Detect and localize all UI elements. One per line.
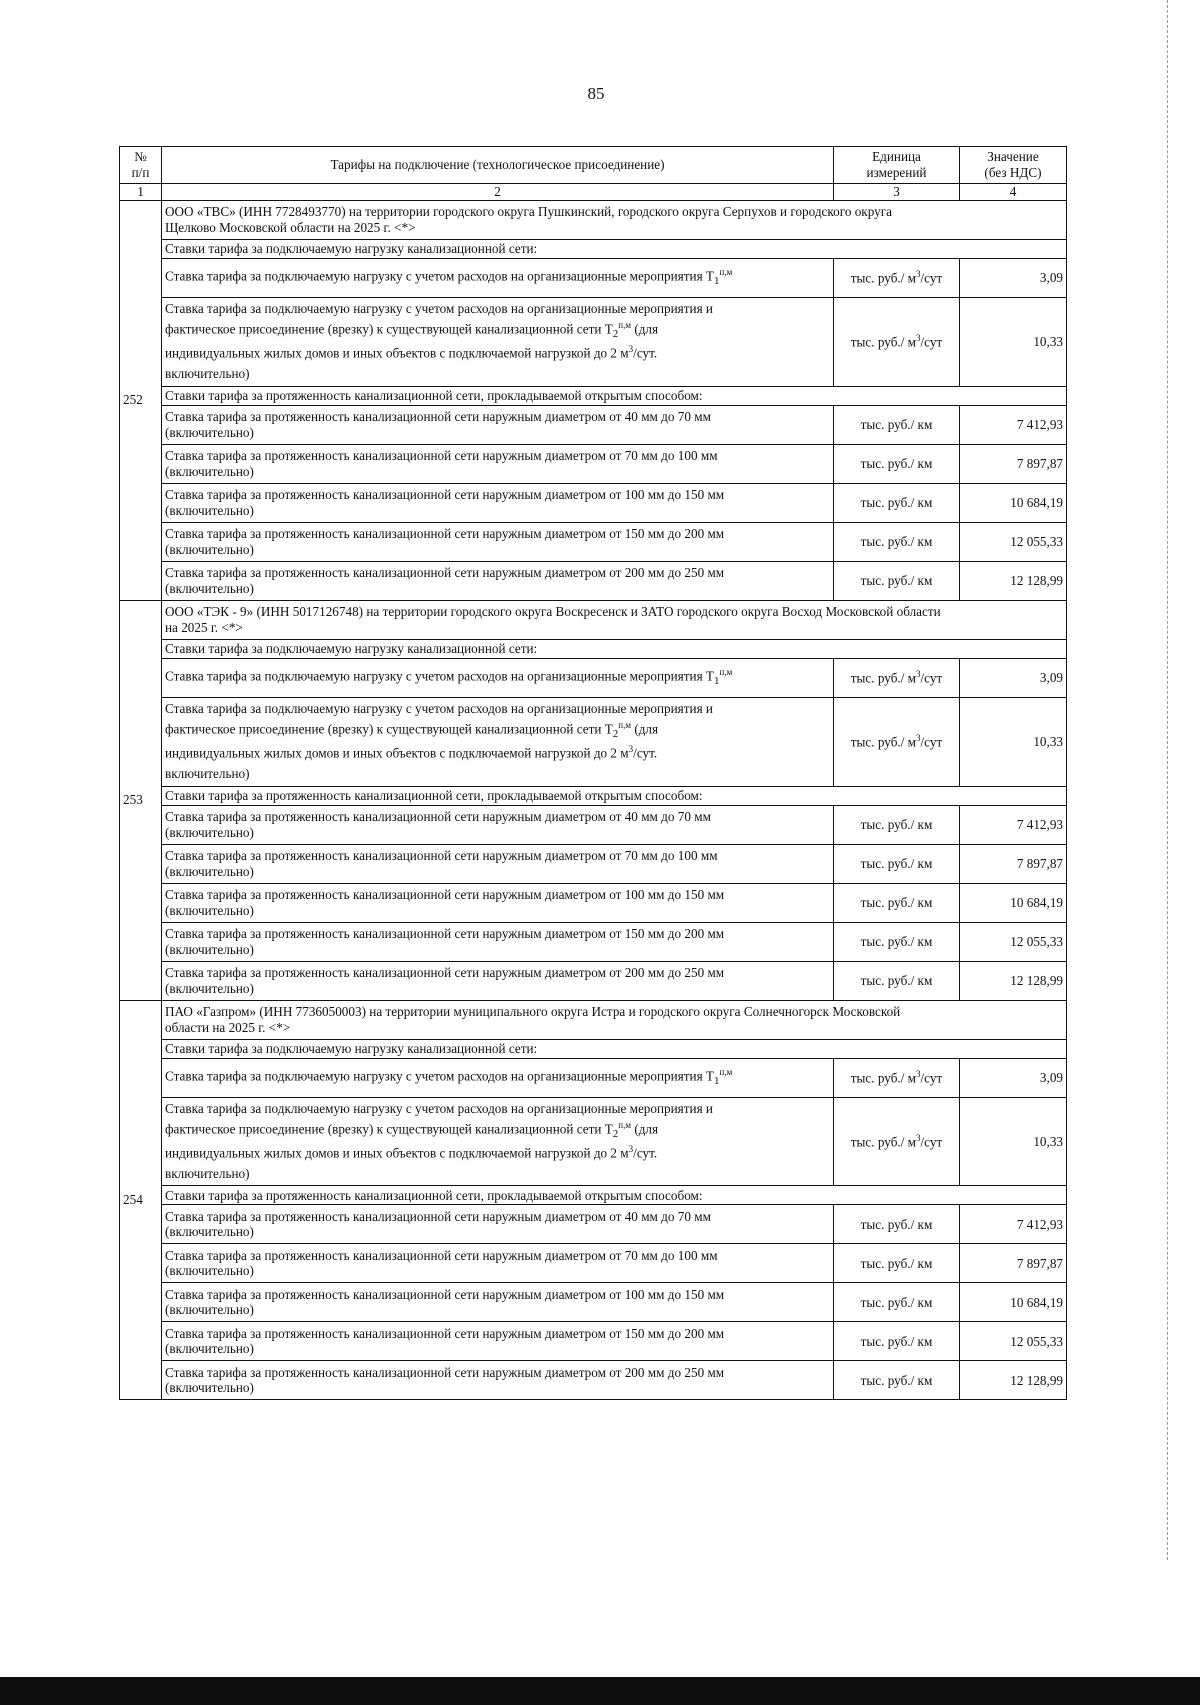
col-index-1: 1	[120, 184, 162, 201]
rate-t1-description: Ставка тарифа за подключаемую нагрузку с учетом расходов на организационные мероприятия $Т_1^{п,м}$	[162, 658, 834, 697]
rate-t2-row	[120, 697, 1067, 786]
diameter-row	[120, 405, 1067, 444]
org-number: 252	[120, 200, 162, 600]
diameter-unit: тыс. руб./ км	[834, 961, 960, 1000]
section-length-title: Ставки тарифа за протяженность канализационной сети, прокладываемой открытым способом:	[162, 386, 1067, 405]
diameter-row	[120, 1244, 1067, 1283]
diameter-value: 12 128,99	[960, 961, 1067, 1000]
section-load-row	[120, 239, 1067, 258]
tariff-table	[119, 146, 1067, 1400]
col-index-3: 3	[834, 184, 960, 201]
diameter-unit: тыс. руб./ км	[834, 1244, 960, 1283]
diameter-description: Ставка тарифа за протяженность канализационной сети наружным диаметром от 200 мм до 250 мм (включительно)	[162, 561, 834, 600]
diameter-value: 12 128,99	[960, 561, 1067, 600]
rate-t2-unit: тыс. руб./ $м^3$/сут	[834, 1097, 960, 1186]
diameter-description: Ставка тарифа за протяженность канализационной сети наружным диаметром от 70 мм до 100 мм (включительно)	[162, 844, 834, 883]
diameter-value: 12 055,33	[960, 922, 1067, 961]
diameter-row	[120, 522, 1067, 561]
rate-t1-row	[120, 1058, 1067, 1097]
section-length-row	[120, 1186, 1067, 1205]
col-index-4: 4	[960, 184, 1067, 201]
diameter-description: Ставка тарифа за протяженность канализационной сети наружным диаметром от 100 мм до 150 мм (включительно)	[162, 883, 834, 922]
rate-t2-value: 10,33	[960, 697, 1067, 786]
diameter-unit: тыс. руб./ км	[834, 1205, 960, 1244]
diameter-value: 7 412,93	[960, 405, 1067, 444]
scan-bottom-edge	[0, 1677, 1200, 1705]
table-index-row	[120, 184, 1067, 201]
col-header-value: Значение (без НДС)	[960, 147, 1067, 184]
diameter-description: Ставка тарифа за протяженность канализационной сети наружным диаметром от 40 мм до 70 мм (включительно)	[162, 405, 834, 444]
diameter-row	[120, 961, 1067, 1000]
diameter-unit: тыс. руб./ км	[834, 522, 960, 561]
diameter-unit: тыс. руб./ км	[834, 1322, 960, 1361]
diameter-row	[120, 1283, 1067, 1322]
section-length-row	[120, 786, 1067, 805]
diameter-unit: тыс. руб./ км	[834, 405, 960, 444]
scan-edge-line	[1166, 0, 1168, 1560]
rate-t2-value: 10,33	[960, 297, 1067, 386]
rate-t2-description: Ставка тарифа за подключаемую нагрузку с учетом расходов на организационные мероприятия и фактическое присоединение (врезку) к существующей канализационной сети $Т_2^{п,м}$ (для индивидуальных жилых домов и иных объектов с подключаемой нагрузкой до 2 $м^3$/сут. включительно)	[162, 697, 834, 786]
org-row	[120, 600, 1067, 639]
diameter-unit: тыс. руб./ км	[834, 922, 960, 961]
diameter-unit: тыс. руб./ км	[834, 561, 960, 600]
diameter-row	[120, 444, 1067, 483]
section-load-row	[120, 1039, 1067, 1058]
diameter-unit: тыс. руб./ км	[834, 883, 960, 922]
diameter-row	[120, 483, 1067, 522]
rate-t1-description: Ставка тарифа за подключаемую нагрузку с учетом расходов на организационные мероприятия $Т_1^{п,м}$	[162, 1058, 834, 1097]
diameter-row	[120, 883, 1067, 922]
org-row	[120, 200, 1067, 239]
diameter-value: 7 412,93	[960, 1205, 1067, 1244]
rate-t1-unit: тыс. руб./ $м^3$/сут	[834, 258, 960, 297]
diameter-row	[120, 922, 1067, 961]
col-header-description: Тарифы на подключение (технологическое присоединение)	[162, 147, 834, 184]
diameter-value: 12 055,33	[960, 522, 1067, 561]
section-load-title: Ставки тарифа за подключаемую нагрузку канализационной сети:	[162, 239, 1067, 258]
diameter-description: Ставка тарифа за протяженность канализационной сети наружным диаметром от 200 мм до 250 мм (включительно)	[162, 961, 834, 1000]
diameter-unit: тыс. руб./ км	[834, 805, 960, 844]
rate-t1-row	[120, 258, 1067, 297]
diameter-value: 12 128,99	[960, 1361, 1067, 1400]
col-header-number: № п/п	[120, 147, 162, 184]
diameter-description: Ставка тарифа за протяженность канализационной сети наружным диаметром от 70 мм до 100 мм (включительно)	[162, 444, 834, 483]
rate-t2-value: 10,33	[960, 1097, 1067, 1186]
rate-t1-unit: тыс. руб./ $м^3$/сут	[834, 658, 960, 697]
diameter-value: 7 897,87	[960, 444, 1067, 483]
rate-t2-unit: тыс. руб./ $м^3$/сут	[834, 697, 960, 786]
diameter-description: Ставка тарифа за протяженность канализационной сети наружным диаметром от 150 мм до 200 мм (включительно)	[162, 1322, 834, 1361]
diameter-row	[120, 561, 1067, 600]
diameter-unit: тыс. руб./ км	[834, 483, 960, 522]
section-length-row	[120, 386, 1067, 405]
rate-t2-row	[120, 1097, 1067, 1186]
diameter-row	[120, 1322, 1067, 1361]
col-header-unit: Единица измерений	[834, 147, 960, 184]
section-length-title: Ставки тарифа за протяженность канализационной сети, прокладываемой открытым способом:	[162, 786, 1067, 805]
rate-t1-value: 3,09	[960, 258, 1067, 297]
diameter-value: 7 897,87	[960, 844, 1067, 883]
rate-t2-description: Ставка тарифа за подключаемую нагрузку с учетом расходов на организационные мероприятия и фактическое присоединение (врезку) к существующей канализационной сети $Т_2^{п,м}$ (для индивидуальных жилых домов и иных объектов с подключаемой нагрузкой до 2 $м^3$/сут. включительно)	[162, 1097, 834, 1186]
diameter-unit: тыс. руб./ км	[834, 1361, 960, 1400]
col-index-2: 2	[162, 184, 834, 201]
diameter-unit: тыс. руб./ км	[834, 1283, 960, 1322]
diameter-description: Ставка тарифа за протяженность канализационной сети наружным диаметром от 100 мм до 150 мм (включительно)	[162, 483, 834, 522]
diameter-value: 10 684,19	[960, 483, 1067, 522]
diameter-description: Ставка тарифа за протяженность канализационной сети наружным диаметром от 200 мм до 250 мм (включительно)	[162, 1361, 834, 1400]
rate-t2-unit: тыс. руб./ $м^3$/сут	[834, 297, 960, 386]
rate-t1-value: 3,09	[960, 1058, 1067, 1097]
diameter-value: 7 897,87	[960, 1244, 1067, 1283]
org-title: ООО «ТЭК - 9» (ИНН 5017126748) на территории городского округа Воскресенск и ЗАТО городского округа Восход Московской области на 2025 г. <*>	[162, 600, 1067, 639]
diameter-description: Ставка тарифа за протяженность канализационной сети наружным диаметром от 40 мм до 70 мм (включительно)	[162, 1205, 834, 1244]
diameter-description: Ставка тарифа за протяженность канализационной сети наружным диаметром от 150 мм до 200 мм (включительно)	[162, 522, 834, 561]
diameter-row	[120, 1361, 1067, 1400]
section-load-row	[120, 639, 1067, 658]
section-load-title: Ставки тарифа за подключаемую нагрузку канализационной сети:	[162, 639, 1067, 658]
diameter-description: Ставка тарифа за протяженность канализационной сети наружным диаметром от 150 мм до 200 мм (включительно)	[162, 922, 834, 961]
rate-t1-value: 3,09	[960, 658, 1067, 697]
diameter-description: Ставка тарифа за протяженность канализационной сети наружным диаметром от 40 мм до 70 мм (включительно)	[162, 805, 834, 844]
org-title: ООО «ТВС» (ИНН 7728493770) на территории городского округа Пушкинский, городского округа Серпухов и городского округа Щелково Московской области на 2025 г. <*>	[162, 200, 1067, 239]
diameter-value: 7 412,93	[960, 805, 1067, 844]
rate-t1-description: Ставка тарифа за подключаемую нагрузку с учетом расходов на организационные мероприятия $Т_1^{п,м}$	[162, 258, 834, 297]
diameter-unit: тыс. руб./ км	[834, 844, 960, 883]
org-number: 254	[120, 1000, 162, 1400]
rate-t1-row	[120, 658, 1067, 697]
diameter-unit: тыс. руб./ км	[834, 444, 960, 483]
section-load-title: Ставки тарифа за подключаемую нагрузку канализационной сети:	[162, 1039, 1067, 1058]
org-row	[120, 1000, 1067, 1039]
diameter-description: Ставка тарифа за протяженность канализационной сети наружным диаметром от 100 мм до 150 мм (включительно)	[162, 1283, 834, 1322]
diameter-row	[120, 844, 1067, 883]
diameter-row	[120, 1205, 1067, 1244]
page-number: 85	[587, 84, 605, 103]
rate-t2-row	[120, 297, 1067, 386]
diameter-value: 10 684,19	[960, 1283, 1067, 1322]
org-number: 253	[120, 600, 162, 1000]
section-length-title: Ставки тарифа за протяженность канализационной сети, прокладываемой открытым способом:	[162, 1186, 1067, 1205]
rate-t1-unit: тыс. руб./ $м^3$/сут	[834, 1058, 960, 1097]
diameter-value: 10 684,19	[960, 883, 1067, 922]
rate-t2-description: Ставка тарифа за подключаемую нагрузку с учетом расходов на организационные мероприятия и фактическое присоединение (врезку) к существующей канализационной сети $Т_2^{п,м}$ (для индивидуальных жилых домов и иных объектов с подключаемой нагрузкой до 2 $м^3$/сут. включительно)	[162, 297, 834, 386]
diameter-description: Ставка тарифа за протяженность канализационной сети наружным диаметром от 70 мм до 100 мм (включительно)	[162, 1244, 834, 1283]
table-header-row	[120, 147, 1067, 184]
diameter-value: 12 055,33	[960, 1322, 1067, 1361]
diameter-row	[120, 805, 1067, 844]
org-title: ПАО «Газпром» (ИНН 7736050003) на территории муниципального округа Истра и городского округа Солнечногорск Московской области на 2025 г. <*>	[162, 1000, 1067, 1039]
